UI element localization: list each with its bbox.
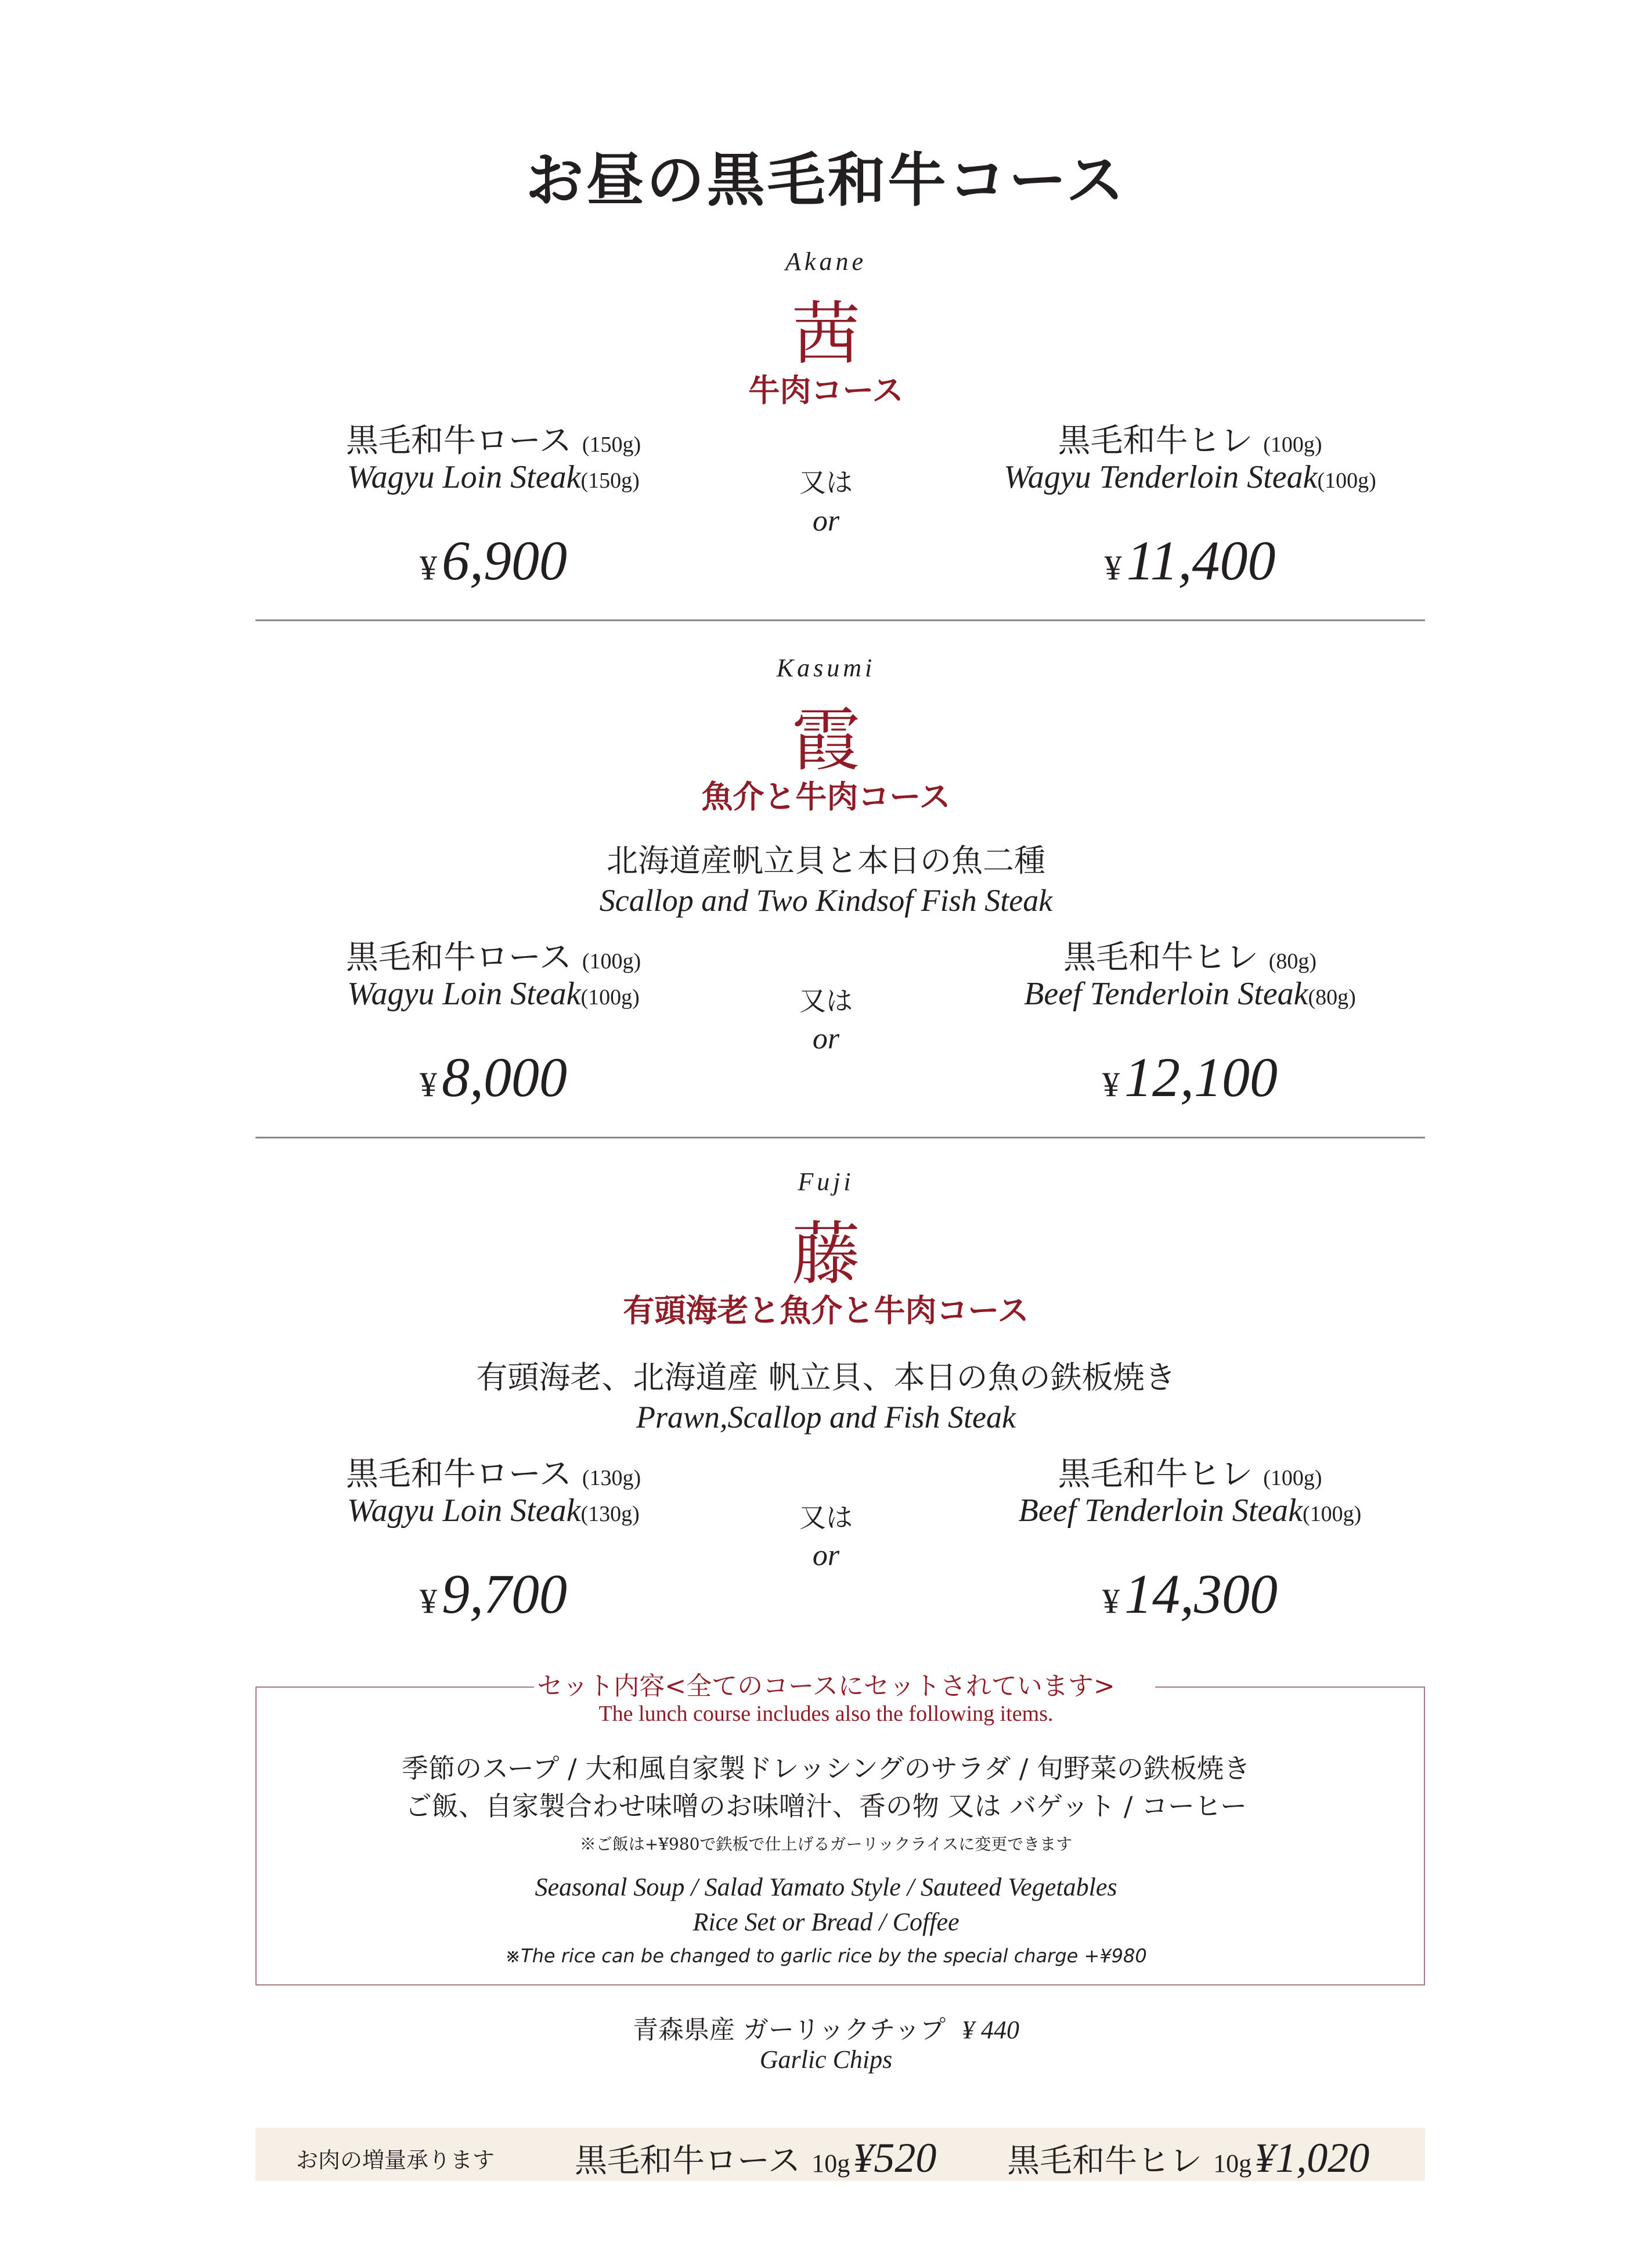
course-description-jp: 北海道産帆立貝と本日の魚二種 [607,842,1045,879]
or-en: or [812,1539,840,1572]
extra-fillet: 黒毛和牛ヒレ 10g ¥1,020 [1007,2135,1370,2181]
left-option-price: ¥6,900 [420,529,567,592]
course-kanji: 霞 [791,700,860,780]
right-option-price: ¥14,300 [1102,1563,1278,1625]
left-option-en: Wagyu Loin Steak(150g) [347,459,640,495]
course-kanji: 茜 [791,294,860,374]
right-option-en: Wagyu Tenderloin Steak(100g) [1004,459,1376,495]
course-roman-name: Kasumi [776,654,876,682]
or-en: or [812,1022,840,1055]
right-option-en: Beef Tenderloin Steak(80g) [1024,976,1356,1012]
set-note-jp: ※ご飯は+¥980で鉄板で仕上げるガーリックライスに変更できます [579,1835,1073,1854]
set-heading-en: The lunch course includes also the following items. [598,1702,1054,1726]
left-option-jp: 黒毛和牛ロース (150g) [345,422,641,460]
or-jp: 又は [799,1502,853,1533]
left-option-price: ¥8,000 [420,1046,567,1108]
right-option-jp: 黒毛和牛ヒレ (100g) [1058,1455,1322,1493]
divider [255,619,1425,621]
divider [255,1137,1425,1138]
course-description-en: Scallop and Two Kindsof Fish Steak [599,883,1053,918]
course-description-jp: 有頭海老、北海道産 帆立貝、本日の魚の鉄板焼き [476,1359,1176,1396]
right-option-price: ¥12,100 [1102,1046,1278,1108]
right-option-jp: 黒毛和牛ヒレ (100g) [1058,422,1322,460]
set-items-jp-1: 季節のスープ / 大和風自家製ドレッシングのサラダ / 旬野菜の鉄板焼き [402,1753,1250,1784]
or-en: or [812,504,840,538]
right-option-en: Beef Tenderloin Steak(100g) [1018,1493,1362,1529]
garlic-chips-jp: 青森県産 ガーリックチップ ¥ 440 [633,2015,1019,2045]
page-title: お昼の黒毛和牛コース [525,146,1127,214]
left-option-en: Wagyu Loin Steak(100g) [347,976,640,1012]
garlic-chips-en: Garlic Chips [759,2045,893,2074]
course-roman-name: Fuji [798,1167,854,1196]
right-option-price: ¥11,400 [1104,529,1276,592]
left-option-jp: 黒毛和牛ロース (130g) [345,1455,641,1493]
left-option-jp: 黒毛和牛ロース (100g) [345,939,641,976]
set-heading-jp: セット内容<全てのコースにセットされています> [537,1671,1115,1701]
left-option-en: Wagyu Loin Steak(130g) [347,1493,640,1529]
set-items-en-1: Seasonal Soup / Salad Yamato Style / Sauteed Vegetables [535,1873,1117,1901]
set-note-en: ※The rice can be changed to garlic rice by the special charge +¥980 [505,1945,1147,1967]
or-jp: 又は [799,985,853,1017]
course-description-en: Prawn,Scallop and Fish Steak [636,1400,1016,1435]
or-jp: 又は [799,467,853,498]
course-roman-name: Akane [785,247,867,276]
left-option-price: ¥9,700 [420,1563,567,1625]
set-items-jp-2: ご飯、自家製合わせ味噌のお味噌汁、香の物 又は バゲット / コーヒー [405,1790,1247,1822]
extra-loin: 黒毛和牛ロース 10g ¥520 [575,2135,937,2181]
course-subtitle: 魚介と牛肉コース [701,778,951,815]
set-items-en-2: Rice Set or Bread / Coffee [692,1908,960,1936]
extra-meat-label: お肉の増量承ります [296,2147,495,2173]
course-subtitle: 牛肉コース [748,372,904,409]
course-kanji: 藤 [791,1214,860,1294]
course-subtitle: 有頭海老と魚介と牛肉コース [623,1292,1029,1329]
right-option-jp: 黒毛和牛ヒレ (80g) [1063,939,1317,976]
